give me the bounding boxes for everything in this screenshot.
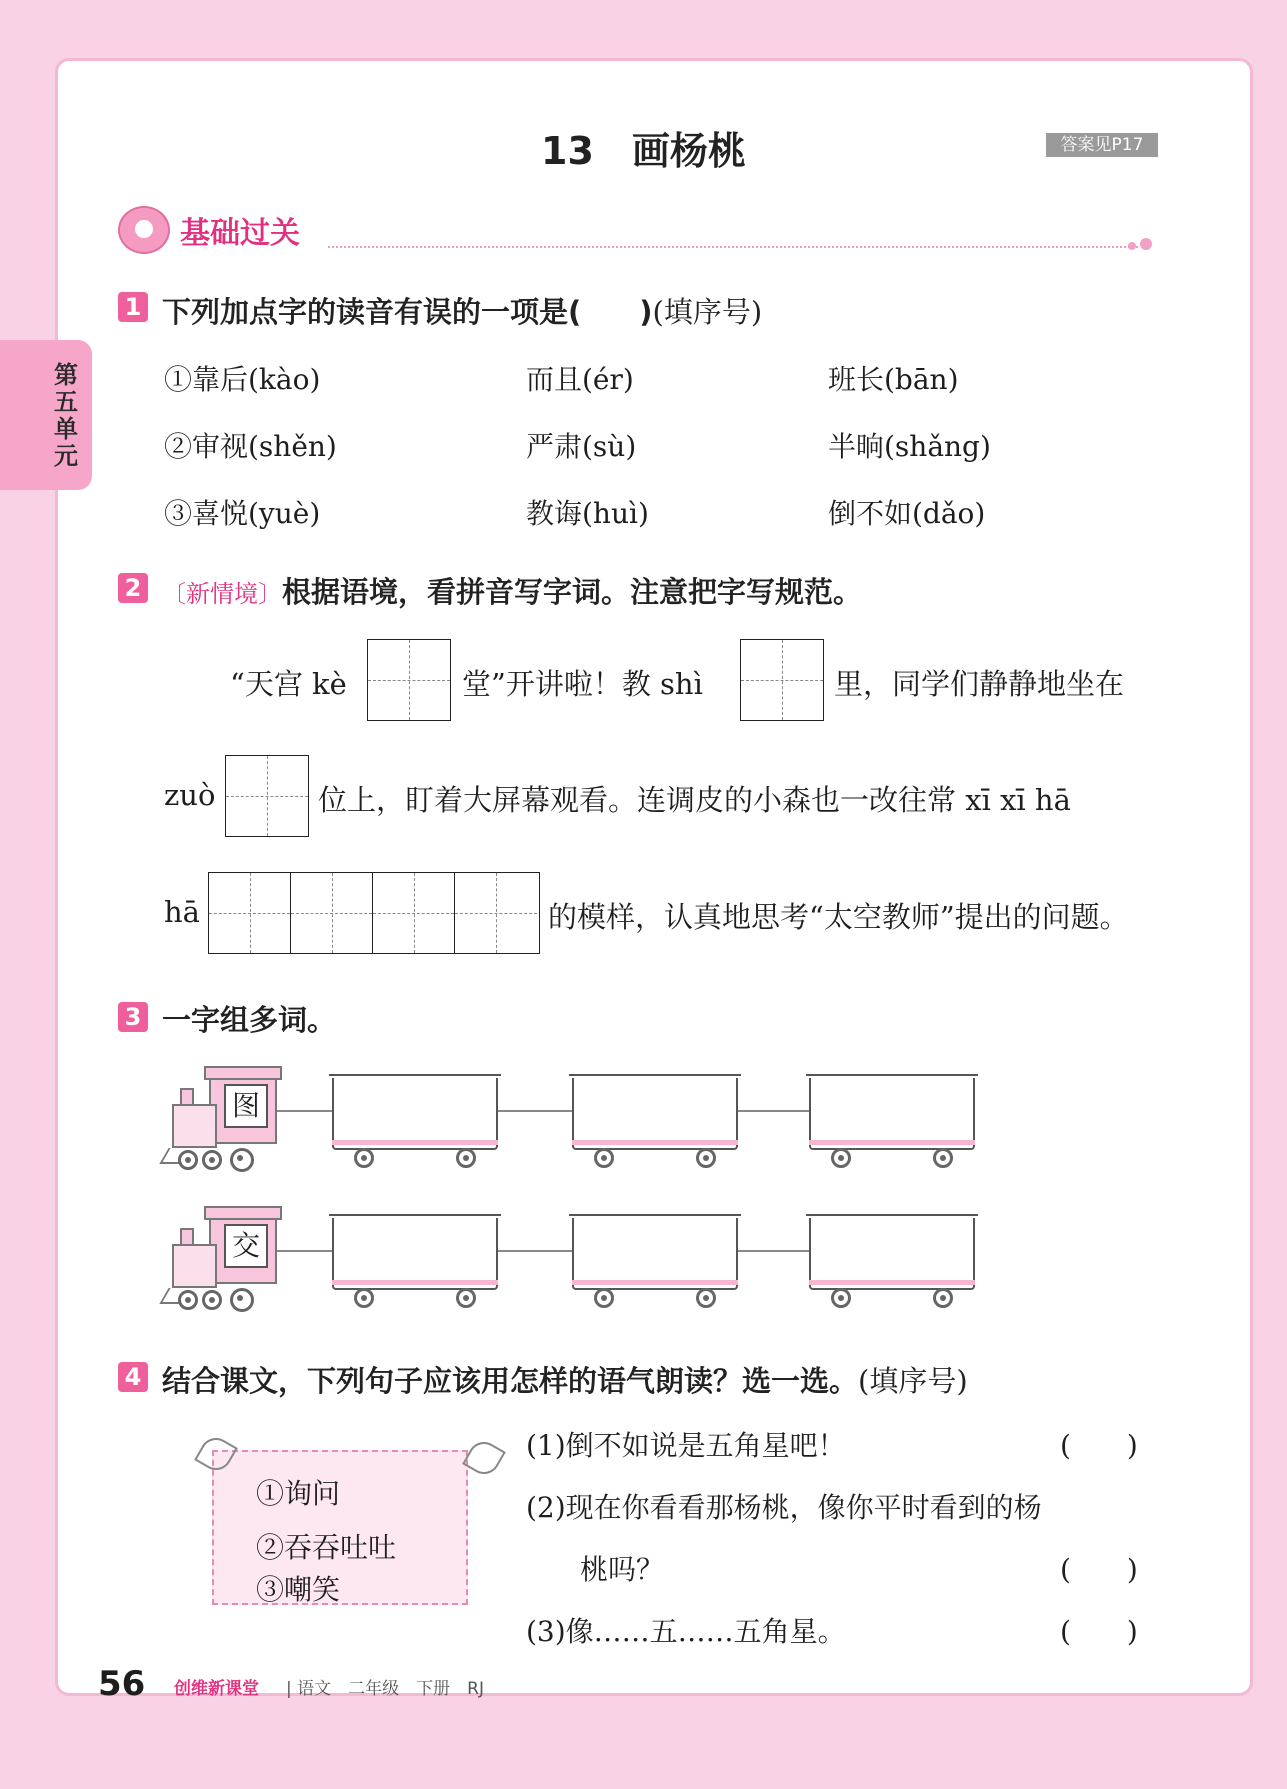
question-2-text xyxy=(162,570,862,611)
page-number: 56 xyxy=(98,1664,146,1704)
q2-text-segment: “天宫 kè xyxy=(230,667,347,701)
unit-side-tab xyxy=(0,340,92,490)
question-3-text: 一字组多词。 xyxy=(162,1003,337,1037)
q1-option: 而且(ér) xyxy=(526,363,634,396)
question-1-prompt: 下列加点字的读音有误的一项是( ) xyxy=(162,295,653,329)
question-4-text xyxy=(162,1359,968,1400)
q1-option: ②审视(shěn) xyxy=(164,430,337,463)
question-2-prompt: 根据语境，看拼音写字词。注意把字写规范。 xyxy=(282,575,863,609)
question-1-number: 1 xyxy=(118,292,148,322)
mascot-icon xyxy=(118,206,170,254)
answer-blank[interactable]: ( ) xyxy=(1060,1553,1138,1586)
lesson-title: 13 画杨桃 xyxy=(541,129,746,173)
unit-label: 第五单元 xyxy=(54,361,78,470)
tone-options-card xyxy=(212,1450,468,1605)
q2-text-segment: 堂”开讲啦！教 shì xyxy=(462,667,703,701)
q1-option: 班长(bān) xyxy=(828,363,959,396)
answer-wagon[interactable] xyxy=(572,1218,738,1296)
q2-text-segment: zuò xyxy=(164,778,216,812)
answer-blank[interactable]: ( ) xyxy=(1060,1615,1138,1648)
q2-text-segment: 里，同学们静静地坐在 xyxy=(834,667,1125,701)
q4-sentence: (3)像……五……五角星。 xyxy=(526,1615,846,1648)
question-1-text xyxy=(162,290,762,331)
q4-sentence: (1)倒不如说是五角星吧！ xyxy=(526,1429,846,1462)
tone-option: ③嘲笑 xyxy=(256,1573,341,1606)
train-engine-icon xyxy=(164,1066,279,1176)
question-3-number: 3 xyxy=(118,1002,148,1032)
answer-wagon[interactable] xyxy=(572,1078,738,1156)
q1-option: ①靠后(kào) xyxy=(164,363,321,396)
answer-wagon[interactable] xyxy=(332,1218,498,1296)
train-char: 图 xyxy=(224,1084,268,1128)
bubble-decoration xyxy=(1140,238,1152,250)
train-engine-icon xyxy=(164,1206,279,1316)
q2-text-segment: 的模样，认真地思考“太空教师”提出的问题。 xyxy=(548,900,1129,934)
answer-wagon[interactable] xyxy=(809,1078,975,1156)
q1-option: 倒不如(dǎo) xyxy=(828,497,986,530)
q1-option: 严肃(sù) xyxy=(526,430,637,463)
question-4-prompt: 结合课文，下列句子应该用怎样的语气朗读？选一选。 xyxy=(162,1364,859,1398)
answer-reference-tag: 答案见P17 xyxy=(1046,133,1158,157)
q1-option: ③喜悦(yuè) xyxy=(164,497,321,530)
q2-text-segment: hā xyxy=(164,895,200,929)
answer-wagon[interactable] xyxy=(332,1078,498,1156)
writing-grid-4[interactable] xyxy=(208,872,540,954)
brand-name: 创维新课堂 xyxy=(174,1679,259,1699)
dotted-divider xyxy=(328,246,1138,248)
section-header xyxy=(118,202,1160,256)
book-meta: | 语文 二年级 下册 RJ xyxy=(286,1679,484,1699)
q4-sentence-cont: 桃吗？ xyxy=(580,1553,665,1586)
question-4-hint: (填序号) xyxy=(858,1364,968,1398)
writing-grid[interactable] xyxy=(367,639,451,721)
bubble-decoration xyxy=(1128,242,1136,250)
tone-option: ②吞吞吐吐 xyxy=(256,1531,397,1564)
word-train xyxy=(164,1206,974,1318)
train-char: 交 xyxy=(224,1224,268,1268)
tone-option: ①询问 xyxy=(256,1477,341,1510)
answer-blank[interactable]: ( ) xyxy=(1060,1429,1138,1462)
question-1-hint: (填序号) xyxy=(652,295,763,329)
word-train xyxy=(164,1066,974,1178)
q2-text-segment: 位上，盯着大屏幕观看。连调皮的小森也一改往常 xī xī hā xyxy=(318,783,1071,817)
writing-grid[interactable] xyxy=(740,639,824,721)
question-2-number: 2 xyxy=(118,573,148,603)
q1-option: 半晌(shǎng) xyxy=(828,430,991,463)
answer-wagon[interactable] xyxy=(809,1218,975,1296)
question-4-number: 4 xyxy=(118,1362,148,1392)
writing-grid[interactable] xyxy=(225,755,309,837)
section-label: 基础过关 xyxy=(180,216,300,251)
new-context-tag: 〔新情境〕 xyxy=(162,580,282,608)
q4-sentence: (2)现在你看看那杨桃，像你平时看到的杨 xyxy=(526,1491,1042,1524)
q1-option: 教诲(huì) xyxy=(526,497,649,530)
